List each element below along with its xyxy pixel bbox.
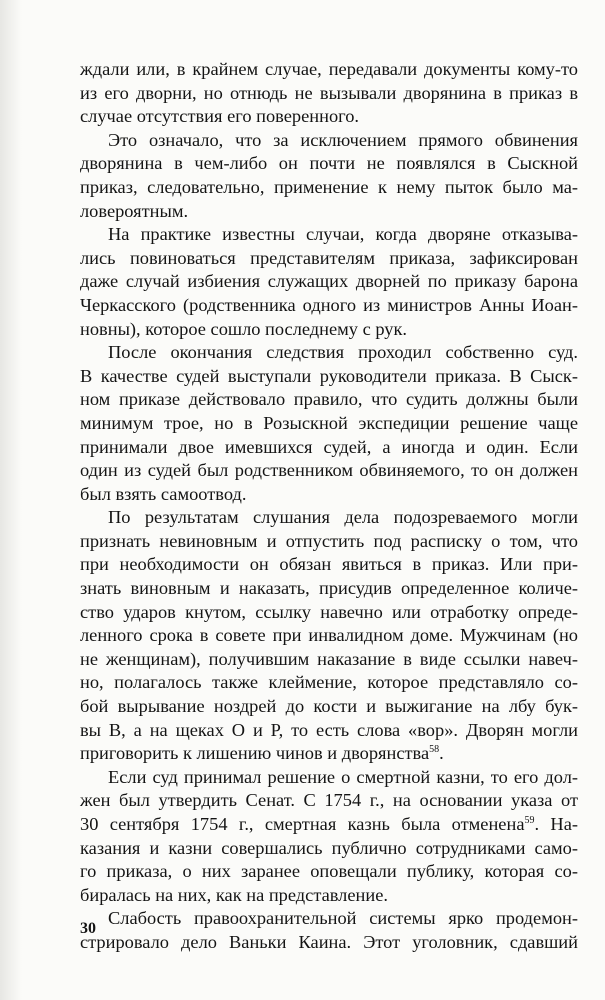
text-line: знать виновным и наказать, присудив определенное количе- [80, 578, 578, 599]
footnote-marker: 59 [524, 815, 535, 826]
text-line: ном приказе действовало правило, что судить должны были [80, 389, 578, 410]
text-line [80, 341, 578, 365]
text-line-content: Если суд принимал решение о смертной казни, то его дол- [108, 766, 578, 787]
text-line: ждали или, в крайнем случае, передавали документы кому-то [80, 59, 578, 79]
text-line: ство ударов кнутом, ссылку навечно или отработку опреде- [80, 601, 578, 622]
text-line: новны), которое сошло последнему с рук. [80, 318, 408, 339]
text-line-content: На практике известны случаи, когда дворяне отказыва- [108, 224, 578, 245]
paragraph-2 [80, 129, 578, 223]
text-line: бой вырывание ноздрей до кости и выжигание на лбу бук- [80, 696, 578, 717]
text-line [80, 813, 578, 837]
paragraph-4 [80, 341, 578, 506]
text-line: биралась на них, как на представление. [80, 884, 388, 905]
text-line: признать невиновным и отпустить под расписку о том, что [80, 530, 578, 551]
text-line: дворянина в чем-либо он почти не появлялся в Сыскной [80, 153, 578, 174]
text-line: Черкасского (родственника одного из министров Анны Иоан- [80, 294, 578, 315]
page-number: 30 [80, 920, 96, 937]
text-line: но, полагалось также клеймение, которое представляло со- [80, 672, 578, 693]
paragraph-1 [80, 58, 578, 129]
text-line [80, 506, 578, 530]
body-text [80, 58, 578, 955]
text-line: даже случай избиения служащих дворней по приказу барона [80, 271, 578, 292]
footnote-marker: 58 [429, 744, 440, 756]
text-line: из его дворни, но отнюдь не вызывали дворянина в приказ в [80, 82, 578, 103]
text-line [80, 129, 578, 153]
text-line-content: По результатам слушания дела подозреваемого могли [108, 507, 578, 528]
page-gutter-shadow [0, 0, 22, 1000]
text-line: лись повиноваться представителям приказа, зафиксирован [80, 247, 578, 268]
text-line: ловероятным. [80, 200, 189, 221]
paragraph-6 [80, 766, 578, 908]
text-line: го приказа, о них заранее оповещали публику, которая со- [80, 861, 578, 882]
text-line: принимали двое имевшихся судей, а иногда и один. Если [80, 436, 578, 457]
text-line-tail: . На- [534, 814, 578, 834]
text-line: ленного срока в совете при инвалидном доме. Мужчинам (но [80, 625, 578, 646]
text-line: был взять самоотвод. [80, 483, 247, 504]
text-line-content: 30 сентября 1754 г., смертная казнь была отменена [80, 814, 525, 834]
text-line [80, 223, 578, 247]
text-line: В качестве судей выступали руководители приказа. В Сыск- [80, 365, 578, 386]
text-line: не женщинам), получившим наказание в виде ссылки навеч- [80, 648, 578, 669]
text-line: казания и казни совершались публично сотрудниками само- [80, 837, 578, 858]
paragraph-7 [80, 907, 578, 954]
text-line: приговорить к лишению чинов и дворянства$^{58}$. [80, 743, 444, 764]
text-line: вы В, а на щеках О и Р, то есть слова «вор». Дворян могли [80, 719, 578, 740]
text-line: один из судей был родственником обвиняемого, то он должен [80, 460, 578, 481]
text-line-content: Это означало, что за исключением прямого обвинения [108, 129, 578, 150]
text-line-content: приговорить к лишению чинов и дворянства [80, 743, 430, 764]
text-line: случае отсутствия его поверенного. [80, 106, 360, 127]
text-line: стрировало дело Ваньки Каина. Этот уголовник, сдавший [80, 931, 578, 952]
paragraph-5 [80, 506, 578, 766]
paragraph-3 [80, 223, 578, 341]
text-line: при необходимости он обязан явиться в приказ. Или при- [80, 554, 578, 575]
text-line: минимум трое, но в Розыскной экспедиции решение чаще [80, 412, 578, 433]
text-line-content: После окончания следствия проходил собственно суд. [108, 342, 578, 363]
text-line-content: Слабость правоохранительной системы ярко продемон- [108, 908, 578, 929]
text-line: приказ, следовательно, применение к нему пыток было ма- [80, 176, 578, 197]
text-line: жен был утвердить Сенат. С 1754 г., на основании указа от [80, 790, 578, 811]
text-line [80, 907, 578, 931]
text-line [80, 766, 578, 790]
